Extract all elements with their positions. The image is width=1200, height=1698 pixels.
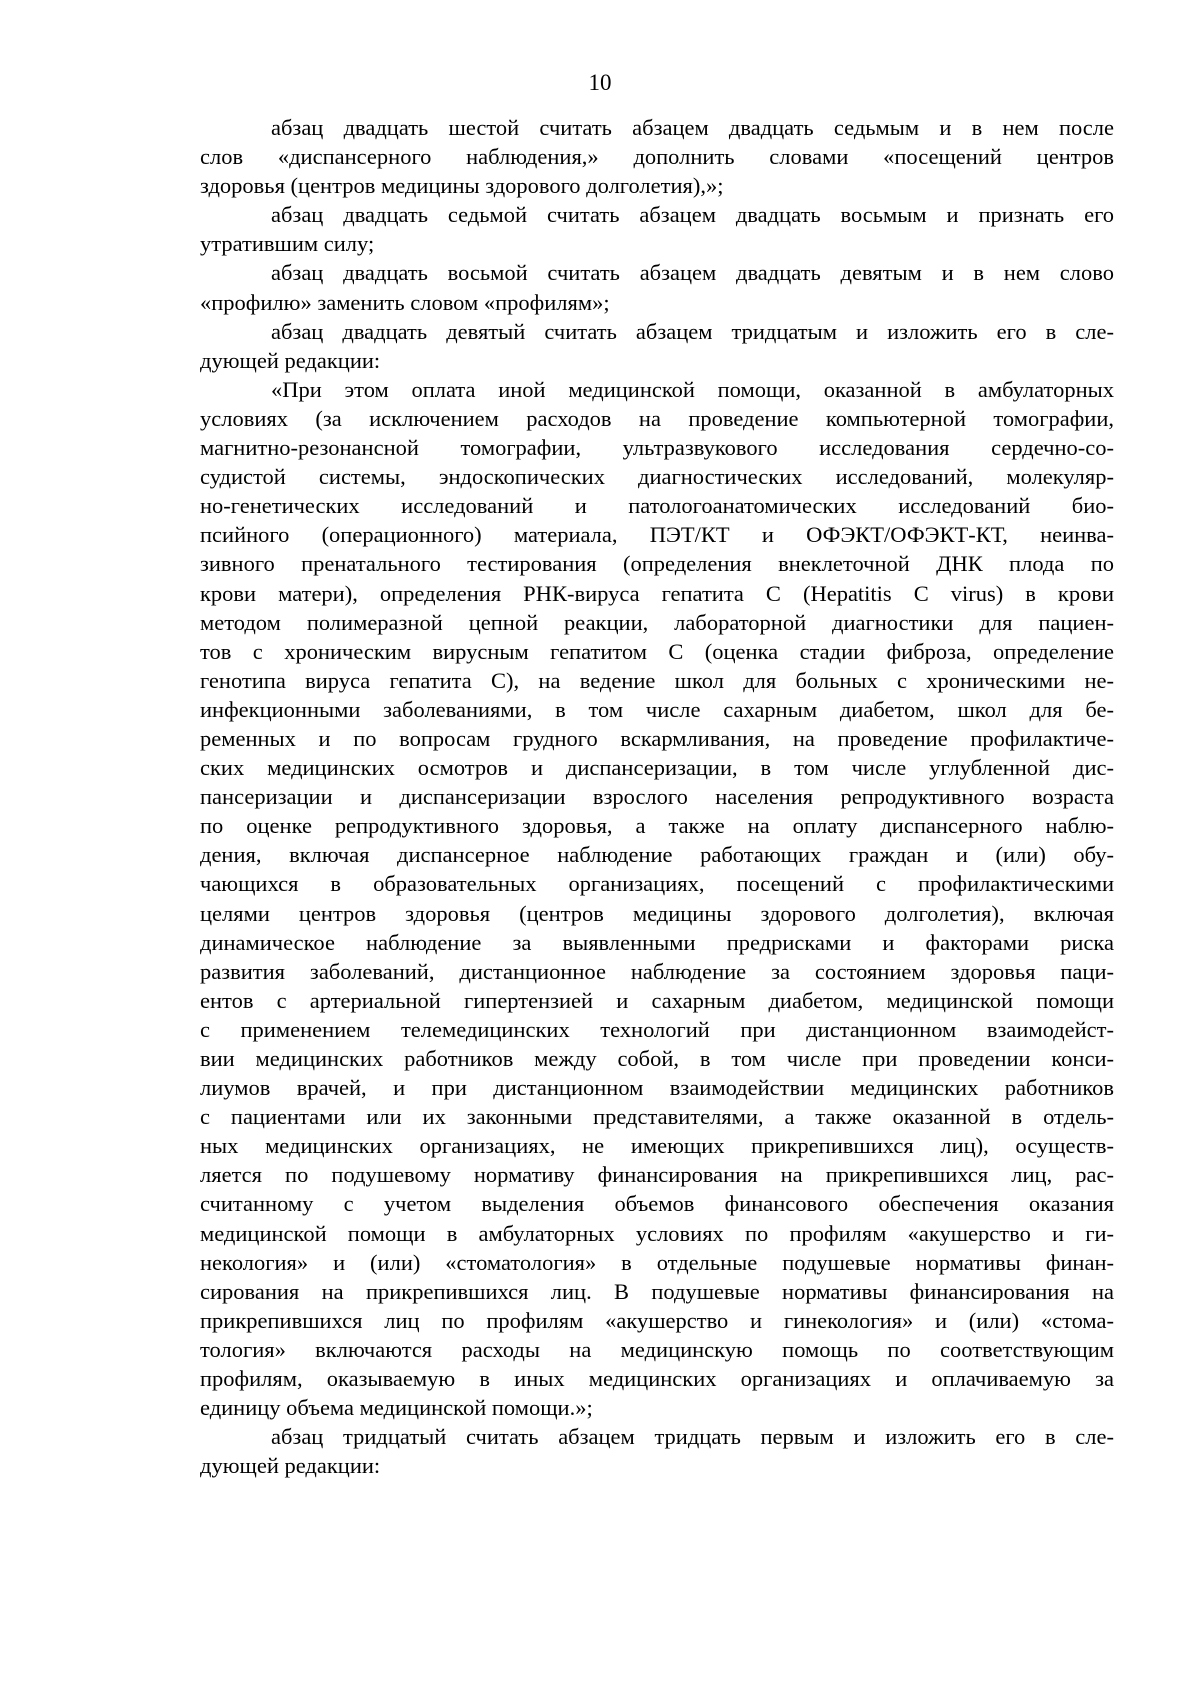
- text-line: тология» включаются расходы на медицинскую помощь по соответствующим: [200, 1336, 1114, 1362]
- text-line: чающихся в образовательных организациях, посещений с профилактическими: [200, 871, 1114, 897]
- text-line: ляется по подушевому нормативу финансирования на прикрепившихся лиц, рас-: [200, 1162, 1114, 1188]
- page-number: 10: [588, 70, 612, 95]
- text-line: «При этом оплата иной медицинской помощи, оказанной в амбулаторных: [271, 376, 1114, 402]
- text-line: абзац двадцать шестой считать абзацем двадцать седьмым и в нем после: [271, 115, 1114, 140]
- text-line: инфекционными заболеваниями, в том числе сахарным диабетом, школ для бе-: [200, 696, 1114, 722]
- text-line: генотипа вируса гепатита С), на ведение школ для больных с хроническими не-: [200, 667, 1114, 693]
- document-body: [200, 113, 1114, 1480]
- text-line: абзац двадцать девятый считать абзацем тридцатым и изложить его в сле-: [271, 318, 1114, 344]
- text-line: судистой системы, эндоскопических диагностических исследований, молекуляр-: [200, 464, 1114, 490]
- text-line: псийного (операционного) материала, ПЭТ/КТ и ОФЭКТ/ОФЭКТ-КТ, неинва-: [200, 522, 1114, 548]
- text-line: некология» и (или) «стоматология» в отдельные подушевые нормативы финан-: [200, 1249, 1114, 1275]
- text-line: здоровья (центров медицины здорового долголетия),»;: [200, 173, 724, 199]
- text-line: но-генетических исследований и патологоанатомических исследований био-: [200, 493, 1114, 519]
- text-line: зивного пренатального тестирования (определения внеклеточной ДНК плода по: [200, 551, 1114, 577]
- text-line: ременных и по вопросам грудного вскармливания, на проведение профилактиче-: [200, 725, 1114, 751]
- text-line: крови матери), определения РНК-вируса гепатита С (Hepatitis C virus) в крови: [200, 580, 1114, 606]
- text-line: медицинской помощи в амбулаторных условиях по профилям «акушерство и ги-: [200, 1220, 1114, 1246]
- text-line: с пациентами или их законными представителями, а также оказанной в отдель-: [200, 1104, 1114, 1130]
- text-line: единицу объема медицинской помощи.»;: [200, 1395, 593, 1421]
- text-line: ных медицинских организациях, не имеющих прикрепившихся лиц), осуществ-: [200, 1133, 1114, 1159]
- text-line: прикрепившихся лиц по профилям «акушерство и гинекология» и (или) «стома-: [200, 1307, 1114, 1333]
- text-line: с применением телемедицинских технологий при дистанционном взаимодейст-: [200, 1016, 1114, 1042]
- text-line: ентов с артериальной гипертензией и сахарным диабетом, медицинской помощи: [200, 987, 1114, 1013]
- text-line: тов с хроническим вирусным гепатитом С (оценка стадии фиброза, определение: [200, 638, 1114, 664]
- text-line: профилям, оказываемую в иных медицинских организациях и оплачиваемую за: [200, 1366, 1114, 1392]
- text-line: лиумов врачей, и при дистанционном взаимодействии медицинских работников: [200, 1075, 1114, 1101]
- text-line: абзац двадцать седьмой считать абзацем двадцать восьмым и признать его: [271, 202, 1114, 228]
- text-line: динамическое наблюдение за выявленными предрисками и факторами риска: [200, 929, 1114, 955]
- text-line: магнитно-резонансной томографии, ультразвукового исследования сердечно-со-: [200, 435, 1114, 461]
- text-line: целями центров здоровья (центров медицины здорового долголетия), включая: [200, 900, 1114, 926]
- text-line: считанному с учетом выделения объемов финансового обеспечения оказания: [200, 1191, 1114, 1217]
- text-line: сирования на прикрепившихся лиц. В подушевые нормативы финансирования на: [200, 1278, 1114, 1304]
- text-line: пансеризации и диспансеризации взрослого населения репродуктивного возраста: [200, 784, 1114, 810]
- text-line: дующей редакции:: [200, 347, 381, 373]
- text-line: утратившим силу;: [200, 231, 375, 257]
- text-line: дения, включая диспансерное наблюдение работающих граждан и (или) обу-: [200, 842, 1114, 868]
- text-line: абзац тридцатый считать абзацем тридцать первым и изложить его в сле-: [271, 1424, 1114, 1450]
- text-line: ских медицинских осмотров и диспансеризации, в том числе углубленной дис-: [200, 755, 1114, 781]
- text-line: дующей редакции:: [200, 1453, 381, 1479]
- text-line: по оценке репродуктивного здоровья, а также на оплату диспансерного наблю-: [200, 813, 1114, 839]
- text-line: методом полимеразной цепной реакции, лабораторной диагностики для пациен-: [200, 609, 1114, 635]
- text-line: условиях (за исключением расходов на проведение компьютерной томографии,: [200, 405, 1114, 431]
- text-line: вии медицинских работников между собой, в том числе при проведении конси-: [200, 1046, 1114, 1071]
- text-line: слов «диспансерного наблюдения,» дополнить словами «посещений центров: [200, 144, 1114, 170]
- text-line: «профилю» заменить словом «профилям»;: [200, 289, 610, 315]
- text-line: абзац двадцать восьмой считать абзацем двадцать девятым и в нем слово: [271, 260, 1114, 286]
- text-line: развития заболеваний, дистанционное наблюдение за состоянием здоровья паци-: [200, 958, 1114, 984]
